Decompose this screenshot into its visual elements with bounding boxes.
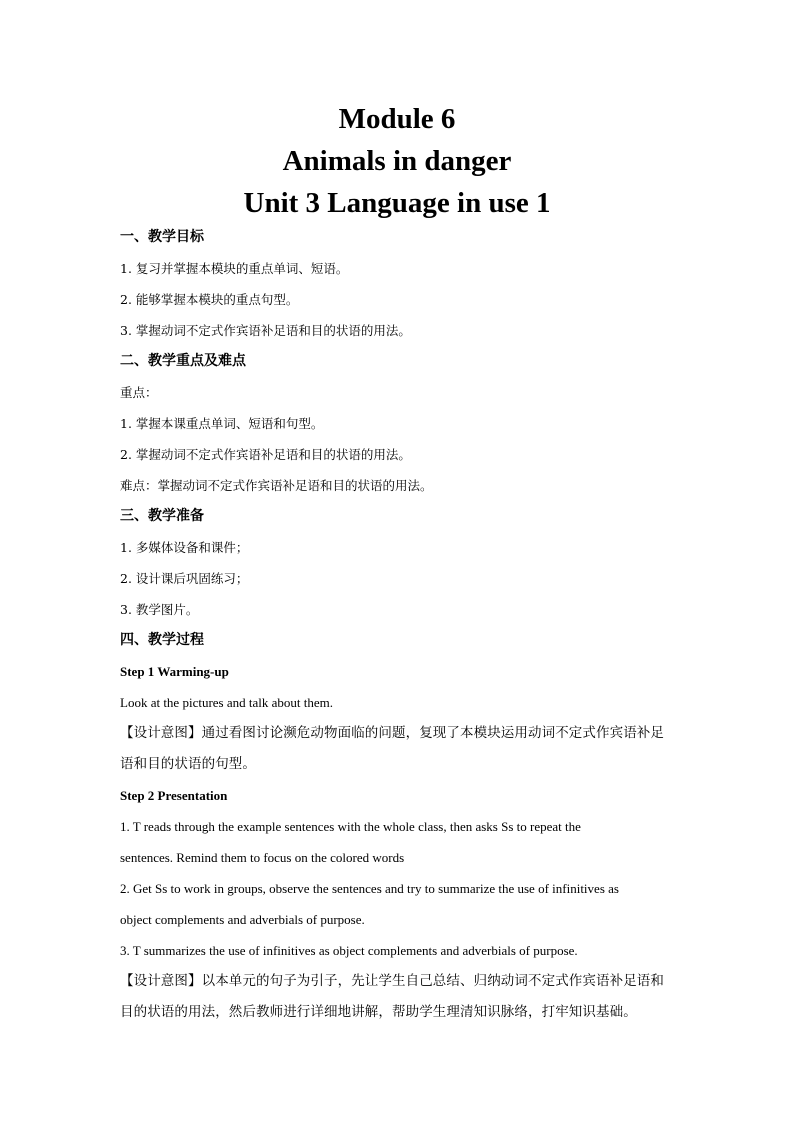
preparation-item: 3. 教学图片。: [120, 602, 199, 617]
step2-design-intent-continued: 目的状语的用法，然后教师进行详细地讲解，帮助学生理清知识脉络，打牢知识基础。: [120, 1004, 637, 1020]
objective-item: 3. 掌握动词不定式作宾语补足语和目的状语的用法。: [120, 323, 411, 338]
step2-line: 1. T reads through the example sentences with the whole class, then asks Ss to repeat the: [120, 819, 581, 834]
step2-line: object complements and adverbials of purpose.: [120, 912, 365, 927]
step2-design-intent: 【设计意图】以本单元的句子为引子，先让学生自己总结、归纳动词不定式作宾语补足语和: [120, 973, 664, 989]
preparation-item: 2. 设计课后巩固练习；: [120, 571, 249, 586]
step2-line: 2. Get Ss to work in groups, observe the sentences and try to summarize the use of infinitives as: [120, 881, 619, 896]
section-heading-preparation: 三、教学准备: [120, 508, 204, 524]
key-points-label: 重点：: [120, 385, 158, 400]
section-heading-key-points: 二、教学重点及难点: [120, 353, 246, 369]
step1-title: Step 1 Warming-up: [120, 664, 229, 679]
title-topic: Animals in danger: [282, 145, 512, 177]
document-title: [0, 98, 794, 224]
preparation-item: 1. 多媒体设备和课件；: [120, 540, 249, 555]
key-point-item: 2. 掌握动词不定式作宾语补足语和目的状语的用法。: [120, 447, 411, 462]
difficulty-text: 难点：掌握动词不定式作宾语补足语和目的状语的用法。: [120, 478, 433, 493]
step1-design-intent-continued: 语和目的状语的句型。: [120, 756, 256, 772]
title-module: Module 6: [338, 103, 456, 135]
step2-line: 3. T summarizes the use of infinitives as object complements and adverbials of purpose.: [120, 943, 578, 958]
section-heading-process: 四、教学过程: [120, 632, 204, 648]
step1-text: Look at the pictures and talk about them.: [120, 695, 333, 710]
objective-item: 2. 能够掌握本模块的重点句型。: [120, 292, 299, 307]
key-point-item: 1. 掌握本课重点单词、短语和句型。: [120, 416, 324, 431]
document-body: [120, 222, 680, 1028]
objective-item: 1. 复习并掌握本模块的重点单词、短语。: [120, 261, 349, 276]
step2-title: Step 2 Presentation: [120, 788, 228, 803]
step2-line: sentences. Remind them to focus on the colored words: [120, 850, 405, 865]
title-unit: Unit 3 Language in use 1: [243, 187, 551, 219]
step1-design-intent: 【设计意图】通过看图讨论濒危动物面临的问题，复现了本模块运用动词不定式作宾语补足: [120, 725, 664, 741]
section-heading-objectives: 一、教学目标: [120, 229, 204, 245]
